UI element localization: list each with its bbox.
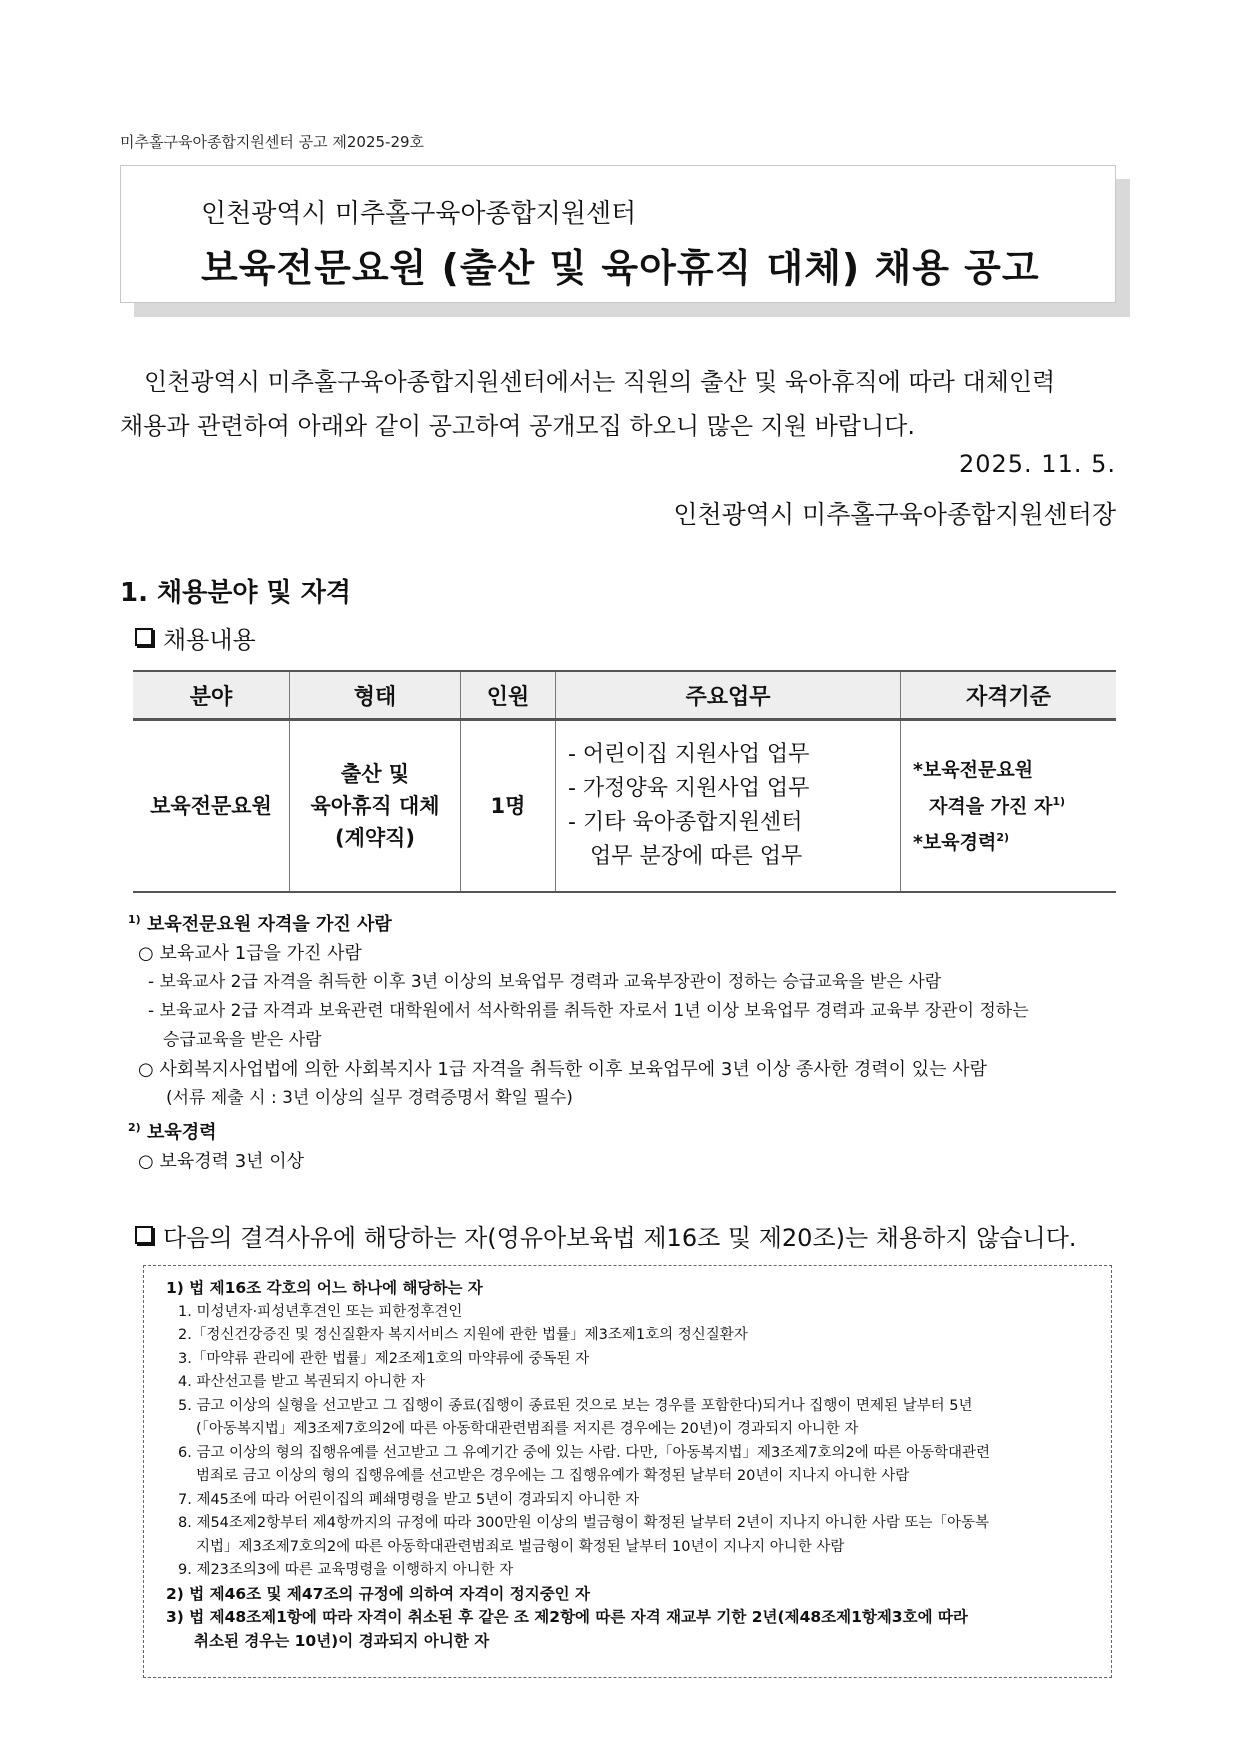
disqualification-heading-text: 다음의 결격사유에 해당하는 자(영유아보육법 제16조 및 제20조)는 채용하지 않습니다. — [163, 1224, 1077, 1252]
list-item: 5. 금고 이상의 실형을 선고받고 그 집행이 종료(집행이 종료된 것으로 보는 경우를 포함한다)되거나 집행이 면제된 날부터 5년 — [178, 1397, 973, 1414]
footnotes — [128, 905, 1118, 1176]
table-row — [133, 720, 1116, 893]
field-cell: 보육전문요원 — [133, 720, 290, 893]
table-header: 주요업무 — [556, 671, 901, 720]
list-item: 3.「마약류 관리에 관한 법률」제2조제1호의 마약류에 중독된 자 — [178, 1350, 590, 1367]
page-title: 보육전문요원 (출산 및 육아휴직 대체) 채용 공고 — [201, 246, 1040, 290]
footnote-title: 보육경력 — [146, 1122, 217, 1143]
checkbox-square-icon — [135, 1226, 153, 1244]
org-name: 인천광역시 미추홀구육아종합지원센터 — [201, 199, 637, 229]
list-heading: 3) 법 제48조제1항에 따라 자격이 취소된 후 같은 조 제2항에 따른 자격 재교부 기한 2년(제48조제1항제3호에 따라 — [166, 1608, 968, 1626]
list-item: 9. 제23조의3에 따른 교육명령을 이행하지 아니한 자 — [178, 1562, 514, 1578]
checkbox-square-icon — [135, 628, 153, 646]
type-line: 육아휴직 대체 — [310, 794, 440, 818]
subsection-title — [135, 620, 256, 655]
duty-item: - 가정양육 지원사업 업무 — [568, 776, 810, 801]
table-header: 분야 — [133, 671, 290, 720]
list-item: 4. 파산선고를 받고 복권되지 아니한 자 — [178, 1374, 425, 1390]
intro-line-1: 인천광역시 미추홀구육아종합지원센터에서는 직원의 출산 및 육아휴직에 따라 대체인력 — [144, 368, 1056, 396]
intro-line-2: 채용과 관련하여 아래와 같이 공고하여 공개모집 하오니 많은 지원 바랍니다. — [120, 412, 915, 440]
type-line: (계약직) — [334, 826, 416, 850]
table-header: 인원 — [461, 671, 556, 720]
list-item: 8. 제54조제2항부터 제4항까지의 규정에 따라 300만원 이상의 벌금형이 확정된 날부터 2년이 지나지 아니한 사람 또는「아동복 — [178, 1515, 989, 1531]
list-item: 1. 미성년자·피성년후견인 또는 피한정후견인 — [178, 1303, 463, 1320]
section-title: 1. 채용분야 및 자격 — [120, 578, 351, 608]
duty-item: - 기타 육아종합지원센터 — [568, 810, 803, 835]
footnote-subitem: - 보육교사 2급 자격을 취득한 이후 3년 이상의 보육업무 경력과 교육부장관이 정하는 승급교육을 받은 사람 — [148, 972, 942, 992]
signature: 인천광역시 미추홀구육아종합지원센터장 — [673, 500, 1116, 529]
intro-paragraph — [120, 360, 1116, 448]
count-cell: 1명 — [461, 720, 556, 893]
footnote-mark: 1) — [128, 913, 141, 926]
qual-line: *보육경력 — [913, 831, 997, 854]
footnote-title: 보육전문요원 자격을 가진 사람 — [146, 914, 392, 935]
type-cell — [290, 720, 461, 893]
disqualification-heading — [135, 1218, 1077, 1253]
notice-date: 2025. 11. 5. — [958, 450, 1116, 478]
footnote-parenthetical: (서류 제출 시 : 3년 이상의 실무 경력증명서 확일 필수) — [166, 1088, 573, 1108]
qual-line: *보육전문요원 — [913, 758, 1034, 781]
qualification-cell — [901, 720, 1117, 893]
list-item-continued: 범죄로 금고 이상의 형의 집행유예를 선고받은 경우에는 그 집행유예가 확정된 날부터 20년이 지나지 아니한 사람 — [196, 1468, 910, 1484]
recruitment-table — [133, 670, 1116, 893]
footnote-item: ○ 보육경력 3년 이상 — [138, 1151, 305, 1172]
footnote-ref: 1) — [1052, 794, 1066, 808]
subsection-label: 채용내용 — [163, 626, 256, 654]
list-item: 7. 제45조에 따라 어린이집의 폐쇄명령을 받고 5년이 경과되지 아니한 자 — [178, 1491, 640, 1508]
footnote-subitem: 승급교육을 받은 사람 — [163, 1030, 322, 1050]
disqualification-list — [166, 1277, 1096, 1653]
list-item-continued: 지법」제3조제7호의2에 따른 아동학대관련범죄로 벌금형이 확정된 날부터 10년이 지나지 아니한 사람 — [196, 1538, 845, 1555]
duty-item: - 어린이집 지원사업 업무 — [568, 742, 810, 767]
duties-cell — [556, 720, 901, 893]
qual-line: 자격을 가진 자 — [929, 795, 1053, 817]
footnote-mark: 2) — [128, 1121, 141, 1134]
table-header: 형태 — [290, 671, 461, 720]
footnote-item: ○ 사회복지사업법에 의한 사회복지사 1급 자격을 취득한 이후 보육업무에 3년 이상 종사한 경력이 있는 사람 — [138, 1059, 988, 1080]
list-heading: 1) 법 제16조 각호의 어느 하나에 해당하는 자 — [166, 1279, 483, 1297]
footnote-subitem: - 보육교사 2급 자격과 보육관련 대학원에서 석사학위를 취득한 자로서 1년 이상 보육업무 경력과 교육부 장관이 정하는 — [148, 1001, 1029, 1021]
notice-number: 미추홀구육아종합지원센터 공고 제2025-29호 — [120, 133, 425, 151]
list-heading: 2) 법 제46조 및 제47조의 규정에 의하여 자격이 정지중인 자 — [166, 1584, 591, 1603]
footnote-item: ○ 보육교사 1급을 가진 사람 — [138, 943, 362, 964]
footnote-ref: 2) — [996, 831, 1010, 844]
list-heading-continued: 취소된 경우는 10년)이 경과되지 아니한 자 — [194, 1631, 490, 1650]
duty-item: 업무 분장에 따른 업무 — [590, 844, 803, 869]
table-header: 자격기준 — [901, 671, 1117, 720]
list-item-continued: (「아동복지법」제3조제7호의2에 따른 아동학대관련범죄를 저지른 경우에는 20년)이 경과되지 아니한 자 — [196, 1421, 859, 1437]
list-item: 2.「정신건강증진 및 정신질환자 복지서비스 지원에 관한 법률」제3조제1호의 정신질환자 — [178, 1327, 748, 1343]
type-line: 출산 및 — [340, 762, 410, 786]
list-item: 6. 금고 이상의 형의 집행유예를 선고받고 그 유예기간 중에 있는 사람. 다만,「아동복지법」제3조제7호의2에 따른 아동학대관련 — [178, 1444, 990, 1461]
